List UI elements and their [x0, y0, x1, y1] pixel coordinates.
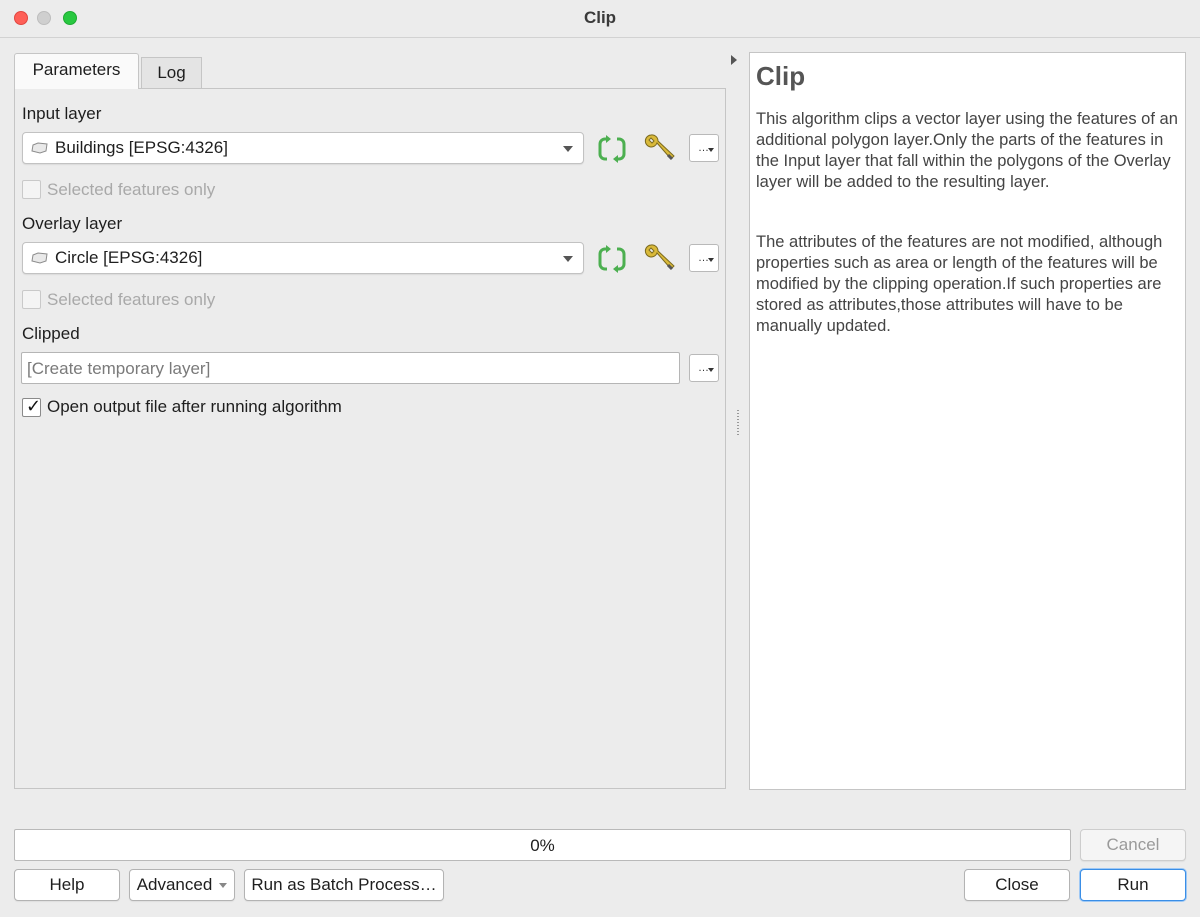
help-panel	[749, 52, 1186, 790]
overlay-selected-only-checkbox[interactable]	[22, 290, 41, 309]
help-paragraph: This algorithm clips a vector layer using the features of an additional polygon layer.Only the parts of the features in the Input layer that fall within the polygons of the Overlay layer will be added to the resulting layer.	[756, 110, 1178, 191]
input-layer-combobox[interactable]	[22, 132, 584, 164]
tab-parameters[interactable]: Parameters	[14, 53, 139, 89]
dropdown-arrow-icon	[708, 368, 714, 372]
open-output-label: Open output file after running algorithm	[47, 397, 342, 416]
checkmark-icon: ✓	[26, 396, 42, 416]
overlay-layer-options-button[interactable]	[689, 244, 719, 272]
chevron-down-icon	[563, 256, 573, 262]
window-titlebar	[0, 0, 1200, 38]
advanced-button[interactable]	[129, 869, 235, 901]
input-layer-label: Input layer	[22, 104, 102, 123]
iterate-icon[interactable]	[595, 132, 629, 166]
clipped-output-placeholder: [Create temporary layer]	[27, 359, 211, 378]
input-selected-only-checkbox[interactable]	[22, 180, 41, 199]
overlay-selected-only-label: Selected features only	[47, 290, 216, 309]
input-selected-only-label: Selected features only	[47, 180, 216, 199]
wrench-icon[interactable]	[643, 131, 677, 165]
dropdown-arrow-icon	[708, 258, 714, 262]
overlay-layer-value: Circle [EPSG:4326]	[55, 248, 203, 267]
clipped-output-field[interactable]	[21, 352, 680, 384]
ellipsis-dropdown-icon: …	[698, 362, 708, 374]
close-button[interactable]: Close	[964, 869, 1070, 901]
dropdown-arrow-icon	[708, 148, 714, 152]
input-layer-value: Buildings [EPSG:4326]	[55, 138, 228, 157]
iterate-icon[interactable]	[595, 242, 629, 276]
advanced-button-label: Advanced	[136, 875, 213, 894]
window-title: Clip	[583, 8, 617, 27]
wrench-icon[interactable]	[643, 241, 677, 275]
collapse-help-icon[interactable]	[731, 55, 737, 65]
chevron-down-icon	[563, 146, 573, 152]
polygon-layer-icon	[31, 252, 49, 264]
run-batch-button[interactable]: Run as Batch Process…	[244, 869, 444, 901]
input-layer-options-button[interactable]	[689, 134, 719, 162]
splitter-handle[interactable]	[737, 410, 739, 436]
help-paragraph: The attributes of the features are not modified, although properties such as area or length of the features will be modified by the clipping operation.If such properties are stored as attributes,those attributes will have to be manually updated.	[756, 233, 1163, 335]
run-button[interactable]: Run	[1080, 869, 1186, 901]
clipped-output-options-button[interactable]	[689, 354, 719, 382]
chevron-down-icon	[219, 883, 227, 888]
progress-bar	[14, 829, 1071, 861]
overlay-layer-combobox[interactable]	[22, 242, 584, 274]
polygon-layer-icon	[31, 142, 49, 154]
overlay-layer-label: Overlay layer	[22, 214, 123, 233]
clipped-label: Clipped	[22, 324, 80, 343]
help-button[interactable]: Help	[14, 869, 120, 901]
cancel-button[interactable]: Cancel	[1080, 829, 1186, 861]
tab-log[interactable]: Log	[141, 57, 202, 89]
ellipsis-dropdown-icon: …	[698, 252, 708, 264]
ellipsis-dropdown-icon: …	[698, 142, 708, 154]
help-title: Clip	[756, 61, 806, 91]
progress-label: 0%	[530, 836, 555, 855]
open-output-checkbox[interactable]	[22, 398, 41, 417]
